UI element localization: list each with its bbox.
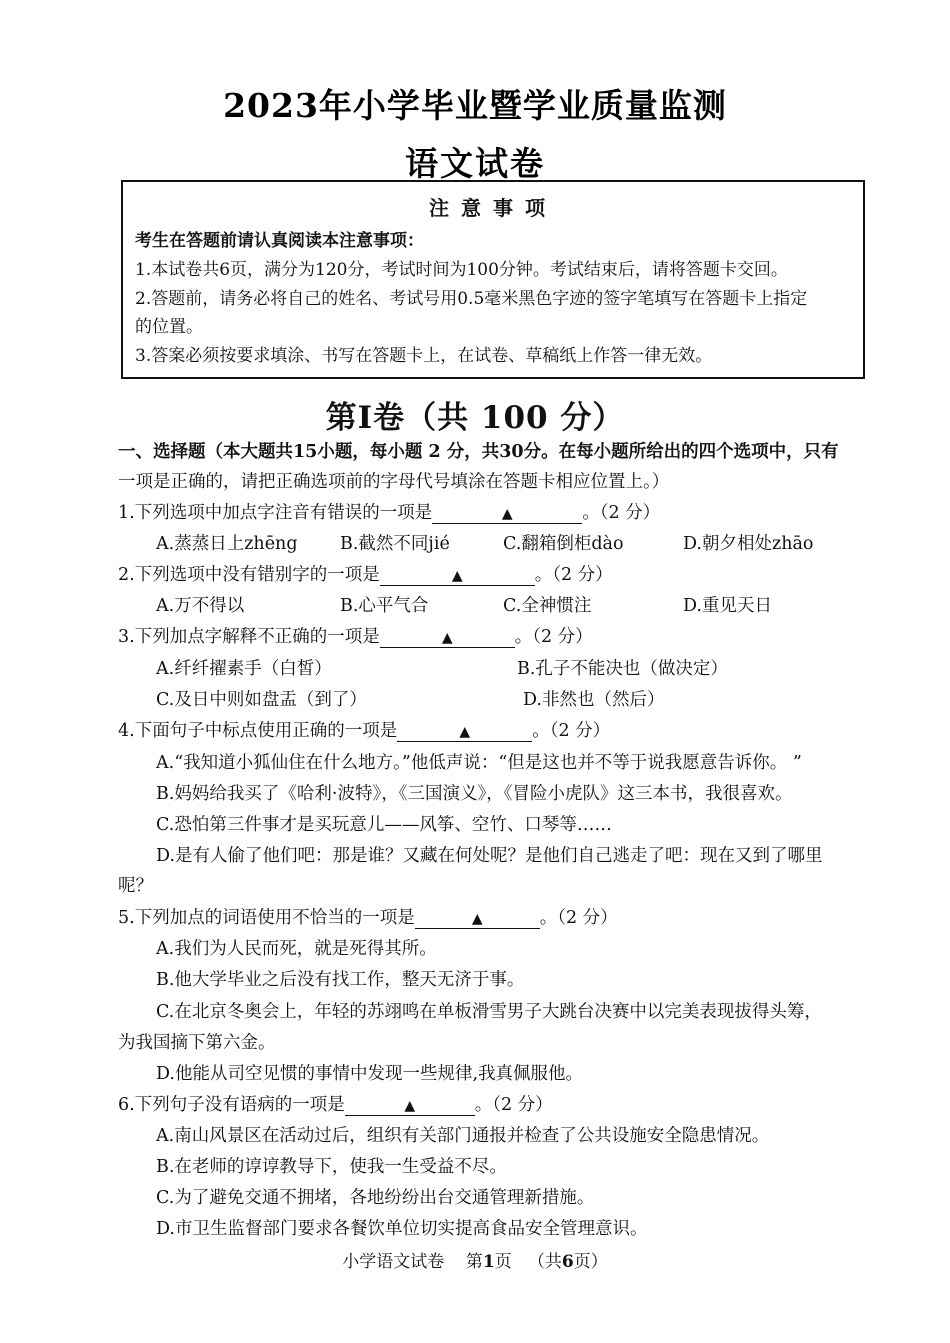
question-score: 。（2 分） (532, 721, 611, 741)
question-stem: 2.下列选项中没有错别字的一项是 (118, 565, 380, 585)
option: A.我们为人民而死，就是死得其所。 (156, 939, 437, 959)
option: A.南山风景区在活动过后，组织有关部门通报并检查了公共设施安全隐患情况。 (156, 1126, 770, 1146)
option: C.及日中则如盘盂（到了） (156, 690, 367, 710)
footer-page-number: 1 (482, 1252, 495, 1272)
notice-item: 1.本试卷共6页，满分为120分，考试时间为100分钟。考试结束后，请将答题卡交回。 (135, 260, 788, 280)
answer-blank: ▲ (397, 723, 532, 742)
footer-total-number: 6 (561, 1252, 574, 1272)
page-footer (0, 1247, 950, 1272)
footer-total-suffix: 页） (573, 1252, 608, 1272)
option: D.市卫生监督部门要求各餐饮单位切实提高食品安全管理意识。 (156, 1219, 648, 1239)
question-2 (118, 563, 613, 587)
notice-heading: 注意事项 (429, 196, 557, 220)
question-stem: 5.下列加点的词语使用不恰当的一项是 (118, 908, 415, 928)
question-1 (118, 501, 660, 525)
option: D.是有人偷了他们吧：那是谁？又藏在何处呢？是他们自己逃走了吧：现在又到了哪里 (156, 846, 823, 866)
footer-page-suffix: 页 (494, 1252, 512, 1272)
answer-blank: ▲ (380, 629, 515, 648)
option: D.他能从司空见惯的事情中发现一些规律,我真佩服他。 (156, 1064, 584, 1084)
option: C.为了避免交通不拥堵，各地纷纷出台交通管理新措施。 (156, 1188, 595, 1208)
answer-blank: ▲ (415, 910, 540, 929)
footer-page-prefix: 第 (465, 1252, 483, 1272)
option: C.恐怕第三件事才是买玩意儿——风筝、空竹、口琴等…… (156, 815, 612, 835)
option: A.纤纤擢素手（白皙） (156, 659, 332, 679)
notice-intro: 考生在答题前请认真阅读本注意事项： (135, 231, 424, 251)
option: C.全神惯注 (503, 596, 592, 616)
option: A.“我知道小狐仙住在什么地方。”他低声说：“但是这也并不等于说我愿意告诉你。 ” (156, 753, 802, 773)
exam-subtitle: 语文试卷 (405, 144, 545, 183)
question-score: 。（2 分） (474, 1095, 553, 1115)
question-5 (118, 906, 618, 930)
notice-box (121, 180, 865, 379)
question-3 (118, 625, 593, 649)
section-intro-line2: 一项是正确的，请把正确选项前的字母代号填涂在答题卡相应位置上。） (118, 472, 670, 492)
option: C.翻箱倒柜dào (503, 534, 624, 554)
footer-label: 小学语文试卷 (342, 1252, 445, 1272)
option-continuation: 呢？ (118, 876, 153, 896)
notice-item: 3.答案必须按要求填涂、书写在答题卡上，在试卷、草稿纸上作答一律无效。 (135, 346, 713, 366)
option: D.非然也（然后） (523, 690, 665, 710)
question-score: 。（2 分） (514, 627, 593, 647)
option: D.朝夕相处zhāo (683, 534, 814, 554)
question-4 (118, 719, 610, 743)
question-6 (118, 1093, 553, 1117)
section-intro-line1: 一、选择题（本大题共15小题，每小题 2 分，共30分。在每小题所给出的四个选项中，只有 (118, 442, 839, 462)
notice-item: 2.答题前，请务必将自己的姓名、考试号用0.5毫米黑色字迹的签字笔填写在答题卡上指定 (135, 289, 808, 309)
option: B.妈妈给我买了《哈利·波特》，《三国演义》，《冒险小虎队》这三本书，我很喜欢。 (156, 784, 793, 804)
question-score: 。（2 分） (582, 503, 661, 523)
exam-title: 2023年小学毕业暨学业质量监测 (223, 86, 727, 125)
option: A.蒸蒸日上zhēng (156, 534, 298, 554)
question-score: 。（2 分） (539, 908, 618, 928)
question-stem: 1.下列选项中加点字注音有错误的一项是 (118, 503, 433, 523)
footer-total-prefix: （共 (527, 1252, 562, 1272)
answer-blank: ▲ (345, 1097, 475, 1116)
option: B.孔子不能决也（做决定） (517, 659, 728, 679)
question-score: 。（2 分） (534, 565, 613, 585)
option: B.截然不同jié (340, 534, 450, 554)
option: B.他大学毕业之后没有找工作，整天无济于事。 (156, 970, 525, 990)
option: C.在北京冬奥会上，年轻的苏翊鸣在单板滑雪男子大跳台决赛中以完美表现拔得头筹， (156, 1002, 822, 1022)
option: B.心平气合 (340, 596, 429, 616)
question-stem: 6.下列句子没有语病的一项是 (118, 1095, 345, 1115)
option: B.在老师的谆谆教导下，使我一生受益不尽。 (156, 1157, 507, 1177)
option-continuation: 为我国摘下第六金。 (118, 1033, 276, 1053)
volume-title: 第Ⅰ卷（共 100 分） (325, 400, 625, 436)
option: A.万不得以 (156, 596, 245, 616)
question-stem: 4.下面句子中标点使用正确的一项是 (118, 721, 398, 741)
option: D.重见天日 (683, 596, 772, 616)
question-stem: 3.下列加点字解释不正确的一项是 (118, 627, 380, 647)
answer-blank: ▲ (432, 505, 582, 524)
section-instruction (118, 440, 839, 464)
notice-item: 的位置。 (135, 317, 203, 337)
answer-blank: ▲ (380, 567, 535, 586)
